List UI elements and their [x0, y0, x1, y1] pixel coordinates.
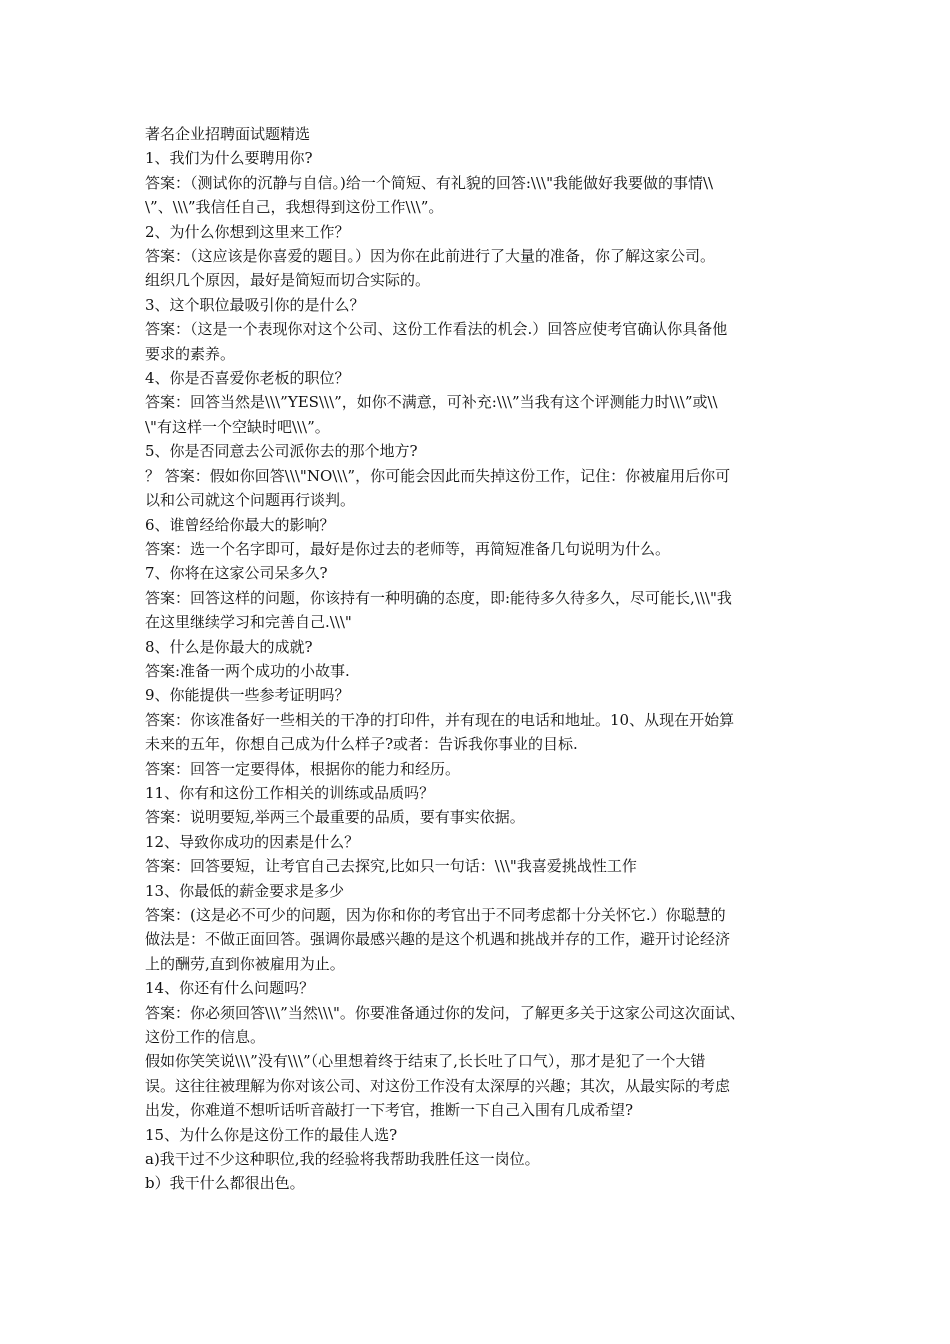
answer-line: 以和公司就这个问题再行谈判。	[145, 491, 356, 510]
answer-line: 答案：回答要短，让考官自己去探究,比如只一句话：\\\"我喜爱挑战性工作	[145, 857, 637, 876]
answer-line: 上的酬劳,直到你被雇用为止。	[145, 954, 345, 973]
answer-line: 答案：(这是必不可少的问题，因为你和你的考官出于不同考虑都十分关怀它.）你聪慧的	[145, 906, 726, 924]
question-line: 9、你能提供一些参考证明吗？	[145, 686, 350, 705]
answer-line: 组织几个原因，最好是简短而切合实际的。	[145, 271, 431, 290]
question-line: 2、为什么你想到这里来工作？	[145, 222, 350, 241]
answer-line: 答案：回答这样的问题，你该持有一种明确的态度，即:能待多久待多久，尽可能长,\\\"我	[145, 588, 732, 607]
answer-line: 做法是：不做正面回答。强调你最感兴趣的是这个机遇和挑战并存的工作，避开讨论经济	[145, 930, 731, 949]
question-line: 11、你有和这份工作相关的训练或品质吗？	[145, 783, 435, 802]
answer-line: 出发，你难道不想听话听音敲打一下考官，推断一下自己入围有几成希望?	[145, 1101, 634, 1120]
answer-line: 答案：你必须回答\\\”当然\\\"。你要准备通过你的发问，了解更多关于这家公司这次面试、	[145, 1003, 745, 1022]
document-body	[145, 122, 813, 1196]
answer-line: 假如你笑笑说\\\”没有\\\”（心里想着终于结束了,长长吐了口气），那才是犯了一个大错	[145, 1052, 706, 1071]
answer-line: 未来的五年，你想自己成为什么样子?或者：告诉我你事业的目标.	[145, 735, 578, 754]
question-line: 4、你是否喜爱你老板的职位？	[145, 369, 350, 388]
answer-line: \”、\\\”我信任自己，我想得到这份工作\\\”。	[145, 198, 444, 217]
question-line: 1、我们为什么要聘用你?	[145, 149, 313, 168]
answer-line: 答案：（这应该是你喜爱的题目。）因为你在此前进行了大量的准备，你了解这家公司。	[145, 247, 716, 266]
answer-line: 答案：（这是一个表现你对这个公司、这份工作看法的机会.）回答应使考官确认你具备他	[145, 320, 728, 339]
question-line: 14、你还有什么问题吗？	[145, 979, 315, 998]
question-line: 8、什么是你最大的成就?	[145, 637, 313, 656]
answer-line: 答案：回答一定要得体，根据你的能力和经历。	[145, 759, 461, 778]
question-line: 15、为什么你是这份工作的最佳人选?	[145, 1125, 398, 1144]
answer-line: \"有这样一个空缺时吧\\\”。	[145, 417, 330, 436]
answer-line: 答案:准备一两个成功的小故事.	[145, 661, 350, 680]
answer-line: b）我干什么都很出色。	[145, 1174, 305, 1193]
answer-line: 答案：选一个名字即可，最好是你过去的老师等，再简短准备几句说明为什么。	[145, 539, 671, 558]
question-line: 13、你最低的薪金要求是多少	[145, 881, 345, 900]
answer-line: 答案：（测试你的沉静与自信。)给一个简短、有礼貌的回答:\\\"我能做好我要做的事情\\	[145, 173, 714, 192]
answer-line: 答案：说明要短,举两三个最重要的品质，要有事实依据。	[145, 808, 525, 827]
answer-line: 答案：回答当然是\\\”YES\\\”，如你不满意，可补充:\\\”当我有这个评测能力时\\\”或\\	[145, 393, 718, 412]
answer-line: 答案：你该准备好一些相关的干净的打印件，并有现在的电话和地址。10、从现在开始算	[145, 710, 735, 729]
question-line: 3、这个职位最吸引你的是什么？	[145, 295, 365, 314]
question-line: 6、谁曾经给你最大的影响？	[145, 515, 335, 534]
answer-line: a)我干过不少这种职位,我的经验将我帮助我胜任这一岗位。	[145, 1150, 540, 1169]
answer-line: 误。这往往被理解为你对该公司、对这份工作没有太深厚的兴趣；其次，从最实际的考虑	[145, 1076, 731, 1095]
answer-line: 在这里继续学习和完善自己.\\\"	[145, 613, 352, 632]
question-line: 7、你将在这家公司呆多久?	[145, 564, 328, 583]
answer-line: 这份工作的信息。	[145, 1028, 266, 1047]
answer-line: 要求的素养。	[145, 344, 236, 363]
question-line: 5、你是否同意去公司派你去的那个地方?	[145, 442, 418, 461]
question-line: 12、导致你成功的因素是什么？	[145, 832, 360, 851]
answer-line: ？ 答案：假如你回答\\\"NO\\\”，你可能会因此而失掉这份工作，记住：你被雇用后你可	[145, 466, 731, 485]
document-title: 著名企业招聘面试题精选	[145, 125, 311, 143]
